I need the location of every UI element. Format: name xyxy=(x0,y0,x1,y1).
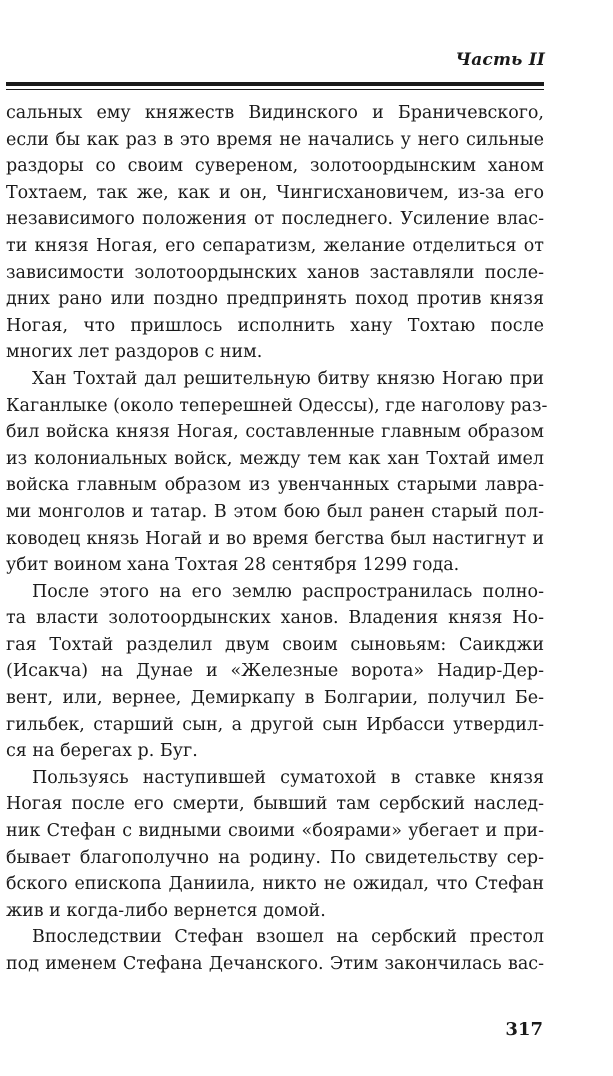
text-line: Тохтаем, так же, как и он, Чингисхановичем, из-за его xyxy=(6,182,544,203)
text-line: ся на берегах р. Буг. xyxy=(6,741,198,762)
text-line: Хан Тохтай дал решительную битву князю Ногаю при xyxy=(32,368,544,389)
text-line: ник Стефан с видными своими «боярами» убегает и при- xyxy=(6,821,544,842)
text-line: Ногая, что пришлось исполнить хану Тохтаю после xyxy=(6,315,544,336)
header-rule-thin xyxy=(6,89,544,90)
text-line: жив и когда-либо вернется домой. xyxy=(6,900,326,921)
text-line: Впоследствии Стефан взошел на сербский престол xyxy=(32,927,544,948)
text-line: Каганлыке (около теперешней Одессы), где наголову раз- xyxy=(6,395,548,416)
text-line: (Исакча) на Дунае и «Железные ворота» Надир-Дер- xyxy=(6,661,544,682)
running-header-section-title: Часть II xyxy=(455,50,545,70)
page-number: 317 xyxy=(505,1019,543,1040)
text-line: раздоры со своим сувереном, золотоордынским ханом xyxy=(6,156,544,177)
text-line: гильбек, старший сын, а другой сын Ирбасси утвердил- xyxy=(6,714,544,735)
text-line: зависимости золотоордынских ханов заставляли после- xyxy=(6,262,544,283)
text-line: независимого положения от последнего. Усиление влас- xyxy=(6,209,544,230)
text-line: из колониальных войск, между тем как хан Тохтай имел xyxy=(6,448,544,469)
text-line: под именем Стефана Дечанского. Этим закончилась вас- xyxy=(6,954,544,974)
text-line: ководец князь Ногай и во время бегства был настигнут и xyxy=(6,528,544,549)
text-line: бского епископа Даниила, никто не ожидал, что Стефан xyxy=(6,874,544,895)
text-line: бывает благополучно на родину. По свидетельству сер- xyxy=(6,847,544,868)
text-line: После этого на его землю распространилась полно- xyxy=(32,581,544,602)
text-line: вент, или, вернее, Демиркапу в Болгарии, получил Бе- xyxy=(6,688,544,709)
text-line: Ногая после его смерти, бывший там сербский наслед- xyxy=(6,794,544,815)
text-line: убит воином хана Тохтая 28 сентября 1299 года. xyxy=(6,555,460,576)
text-line: гая Тохтай разделил двум своим сыновьям: Саикджи xyxy=(6,634,544,655)
text-line: Пользуясь наступившей суматохой в ставке князя xyxy=(32,767,544,788)
header-rule-thick xyxy=(6,82,544,86)
text-line: та власти золотоордынских ханов. Владения князя Но- xyxy=(6,608,544,629)
text-line: если бы как раз в это время не начались у него сильные xyxy=(6,129,544,150)
text-line: дних рано или поздно предпринять поход против князя xyxy=(6,289,544,310)
body-text xyxy=(6,100,548,978)
text-line: войска главным образом из увенчанных старыми лавра- xyxy=(6,475,544,496)
text-line: бил войска князя Ногая, составленные главным образом xyxy=(6,422,544,443)
text-line: многих лет раздоров с ним. xyxy=(6,342,263,363)
text-line: ти князя Ногая, его сепаратизм, желание отделиться от xyxy=(6,235,544,256)
text-line: ми монголов и татар. В этом бою был ранен старый пол- xyxy=(6,501,544,522)
text-line: сальных ему княжеств Видинского и Браничевского, xyxy=(6,103,544,123)
